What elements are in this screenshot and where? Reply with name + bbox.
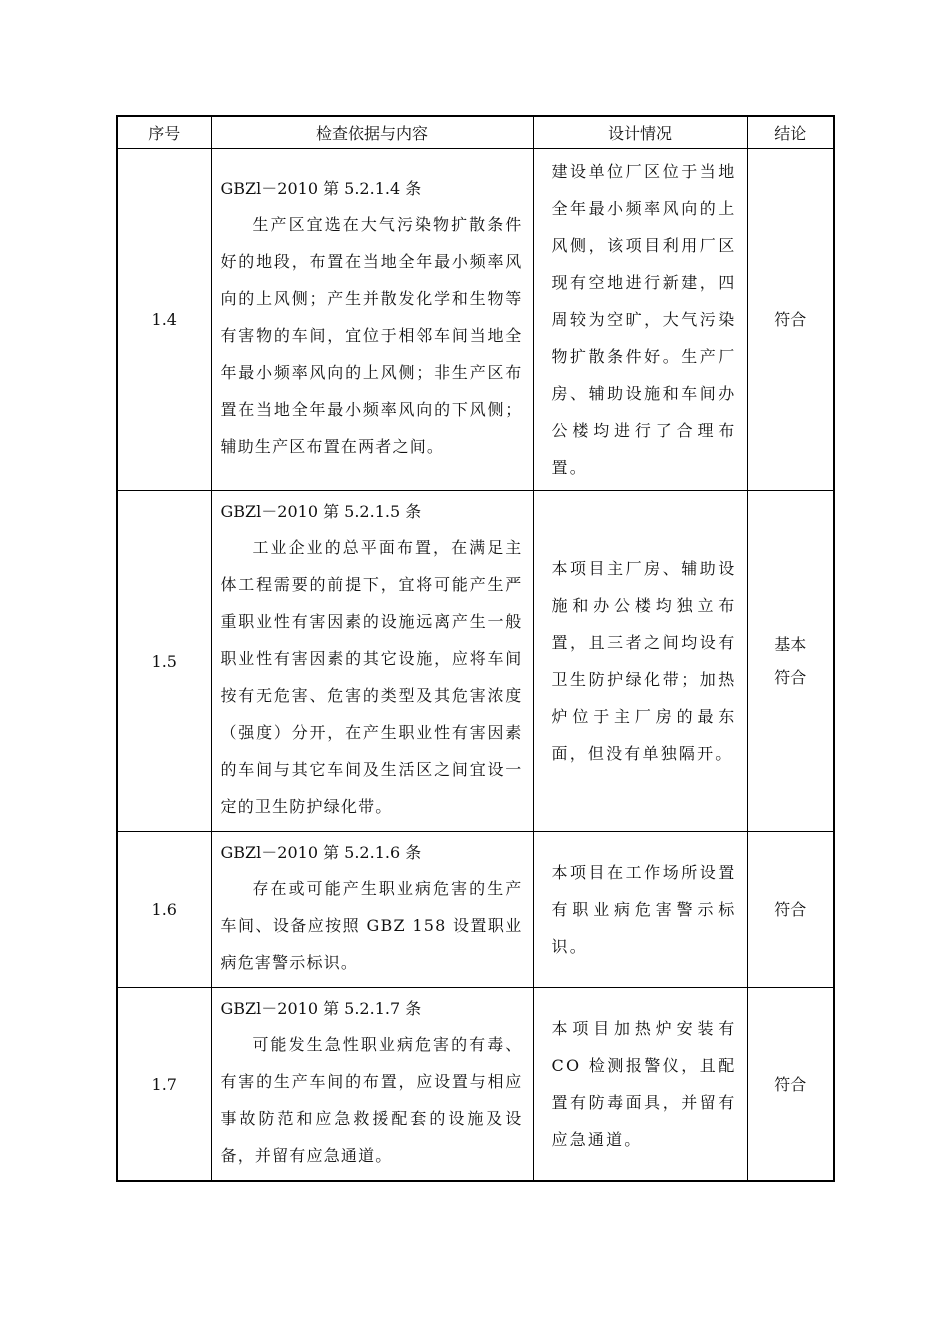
header-serial-no: 序号 — [117, 116, 211, 149]
design-text: 本项目加热炉安装有 CO 检测报警仪，且配置有防毒面具，并留有应急通道。 — [551, 1019, 737, 1149]
conclusion-cell — [747, 491, 834, 832]
inspection-table — [116, 115, 835, 1182]
table-header-row — [117, 116, 834, 149]
basis-text: 存在或可能产生职业病危害的生产车间、设备应按照 GBZ 158 设置职业病危害警示标识。 — [220, 879, 523, 972]
basis-cell — [211, 988, 533, 1182]
design-cell — [533, 988, 747, 1182]
basis-reference: GBZl－2010 第 5.2.1.5 条 — [220, 502, 422, 521]
conclusion-text: 符合 — [774, 900, 807, 919]
row-serial-no: 1.6 — [117, 832, 211, 988]
basis-text: 工业企业的总平面布置，在满足主体工程需要的前提下，宜将可能产生严重职业性有害因素的设施远离产生一般职业性有害因素的其它设施，应将车间按有无危害、危害的类型及其危害浓度（强度）分开，在产生职业性有害因素的车间与其它车间及生活区之间宜设一定的卫生防护绿化带。 — [220, 538, 523, 816]
conclusion-text: 符合 — [774, 310, 807, 329]
header-design-status: 设计情况 — [533, 116, 747, 149]
conclusion-cell — [747, 149, 834, 491]
basis-text: 生产区宜选在大气污染物扩散条件好的地段，布置在当地全年最小频率风向的上风侧；产生并散发化学和生物等有害物的车间，宜位于相邻车间当地全年最小频率风向的上风侧；非生产区布置在当地全年最小频率风向的下风侧；辅助生产区布置在两者之间。 — [220, 215, 523, 456]
design-cell — [533, 149, 747, 491]
design-cell — [533, 832, 747, 988]
design-text: 本项目在工作场所设置有职业病危害警示标识。 — [551, 863, 737, 956]
conclusion-text: 符合 — [774, 1074, 807, 1094]
basis-cell — [211, 149, 533, 491]
table-row — [117, 832, 834, 988]
table-row — [117, 491, 834, 832]
table-row — [117, 149, 834, 491]
conclusion-cell — [747, 988, 834, 1182]
design-cell — [533, 491, 747, 832]
conclusion-text: 基本 符合 — [774, 635, 807, 687]
basis-cell — [211, 491, 533, 832]
basis-reference: GBZl－2010 第 5.2.1.6 条 — [220, 843, 422, 862]
header-basis-content: 检查依据与内容 — [211, 116, 533, 149]
conclusion-cell — [747, 832, 834, 988]
basis-cell — [211, 832, 533, 988]
design-text: 建设单位厂区位于当地全年最小频率风向的上风侧，该项目利用厂区现有空地进行新建，四周较为空旷，大气污染物扩散条件好。生产厂房、辅助设施和车间办公楼均进行了合理布置。 — [551, 162, 737, 477]
row-serial-no: 1.4 — [117, 149, 211, 491]
row-serial-no: 1.7 — [117, 988, 211, 1182]
basis-reference: GBZl－2010 第 5.2.1.4 条 — [220, 179, 422, 198]
row-serial-no: 1.5 — [117, 491, 211, 832]
basis-text: 可能发生急性职业病危害的有毒、有害的生产车间的布置，应设置与相应事故防范和应急救援配套的设施及设备，并留有应急通道。 — [220, 1035, 523, 1165]
header-conclusion: 结论 — [747, 116, 834, 149]
design-text: 本项目主厂房、辅助设施和办公楼均独立布置，且三者之间均设有卫生防护绿化带；加热炉位于主厂房的最东面，但没有单独隔开。 — [551, 559, 737, 763]
basis-reference: GBZl－2010 第 5.2.1.7 条 — [220, 999, 422, 1018]
table-row — [117, 988, 834, 1182]
